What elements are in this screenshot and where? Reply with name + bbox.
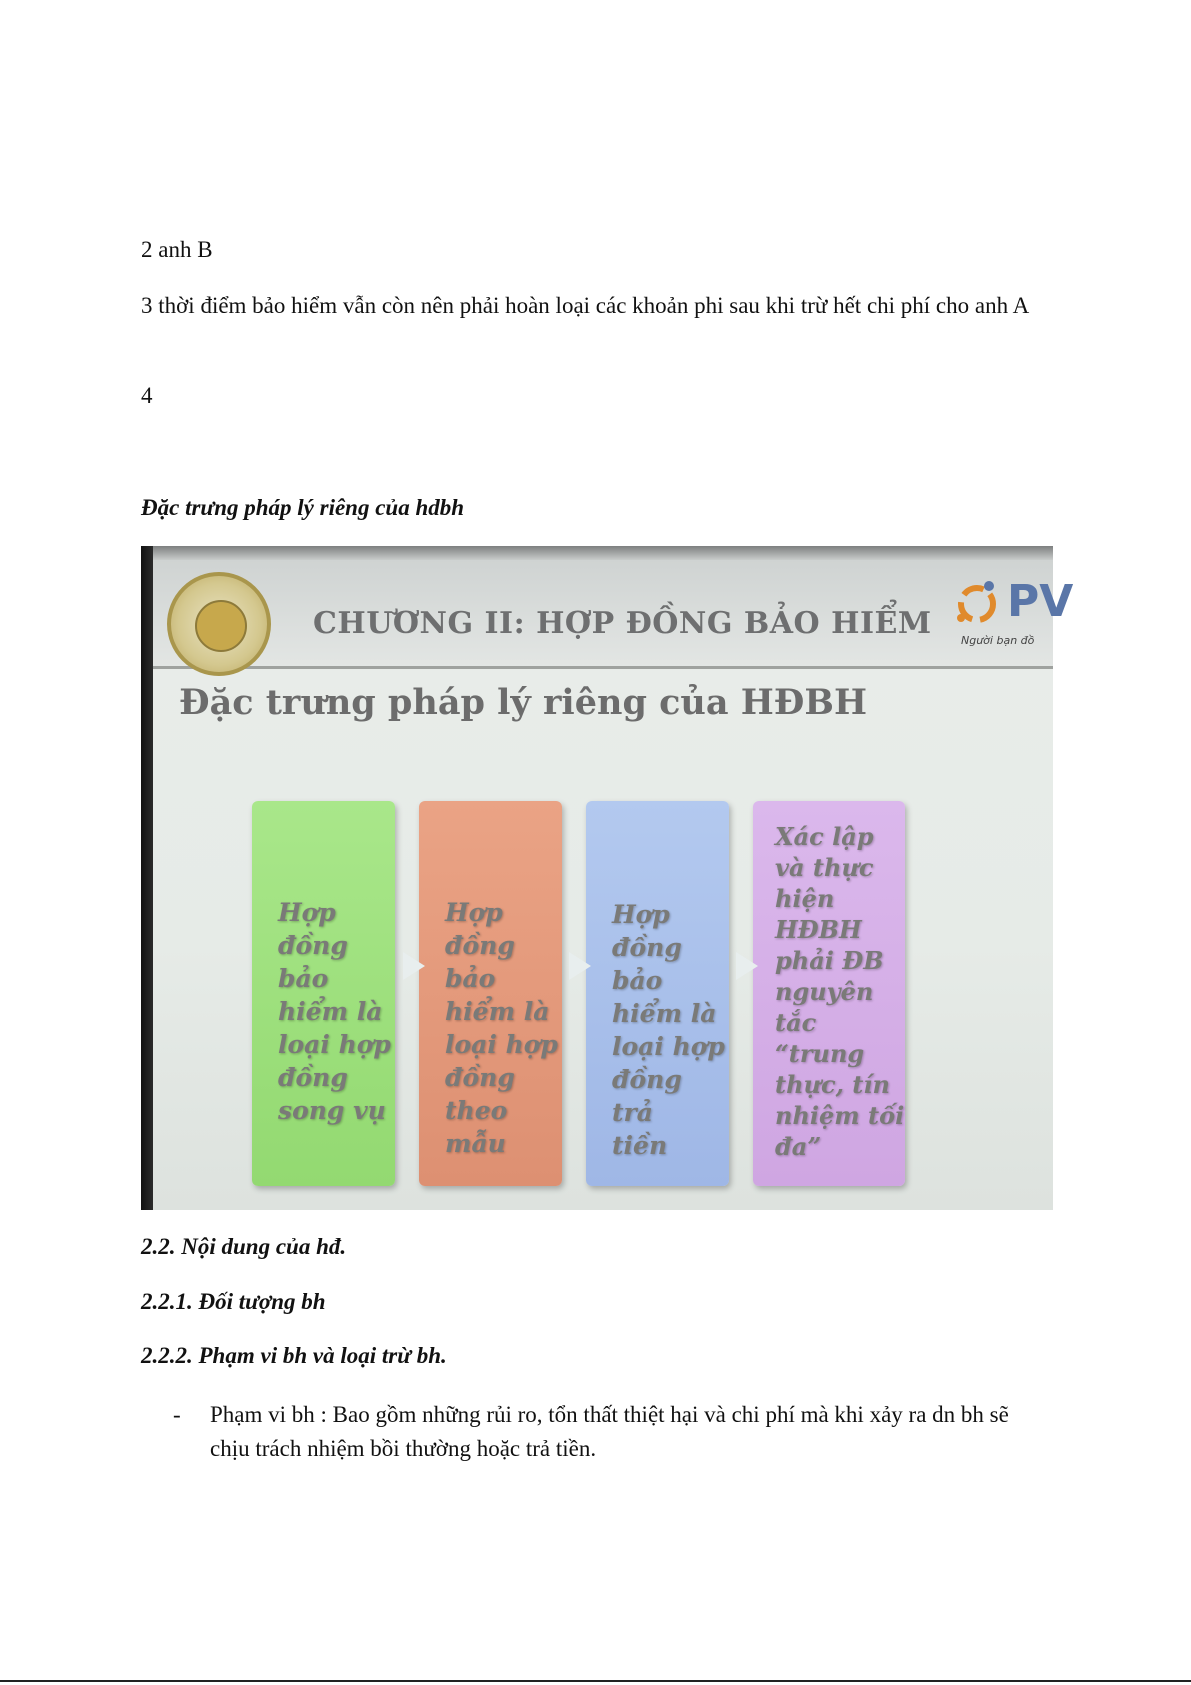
slide-title: Đặc trưng pháp lý riêng của HĐBH bbox=[179, 682, 868, 723]
brand-tagline: Người bạn đồ bbox=[961, 634, 1035, 647]
answer-line-3: 3 thời điểm bảo hiểm vẫn còn nên phải hoàn loại các khoản phi sau khi trừ hết chi phí cho anh A bbox=[141, 293, 1030, 318]
pvi-logo-icon bbox=[953, 580, 1003, 626]
slide-chapter-title: CHƯƠNG II: HỢP ĐỒNG BẢO HIỂM bbox=[313, 606, 932, 641]
arrow-right-icon bbox=[569, 952, 591, 980]
arrow-right-icon bbox=[403, 952, 425, 980]
bullet-text-scope: Phạm vi bh : Bao gồm những rủi ro, tổn thất thiệt hại và chi phí mà khi xảy ra dn bh sẽ chịu trách nhiệm bồi thường hoặc trả tiền. bbox=[210, 1402, 1009, 1461]
feature-box-standard-form bbox=[419, 801, 562, 1186]
arrow-right-icon bbox=[736, 952, 758, 980]
page-bottom-rule bbox=[0, 1680, 1191, 1682]
answer-line-4: 4 bbox=[141, 383, 153, 408]
feature-box-payment bbox=[586, 801, 729, 1186]
section-heading-2-2-1: 2.2.1. Đối tượng bh bbox=[141, 1289, 326, 1314]
feature-box-good-faith bbox=[753, 801, 905, 1186]
academy-seal-logo-icon bbox=[167, 572, 271, 676]
slide-left-edge bbox=[141, 546, 153, 1210]
bullet-dash: - bbox=[173, 1402, 181, 1427]
section-heading-2-2: 2.2. Nội dung của hđ. bbox=[141, 1234, 347, 1259]
slide-top-edge bbox=[141, 546, 1053, 560]
lecture-slide-photo bbox=[141, 546, 1074, 1210]
feature-box-text: Hợp đồng bảo hiểm là loại hợp đồng trả tiền bbox=[612, 900, 725, 1160]
feature-box-text: Xác lập và thực hiện HĐBH phải ĐB nguyên tắc “trung thực, tín nhiệm tối đa” bbox=[775, 822, 905, 1161]
feature-box-text: Hợp đồng bảo hiểm là loại hợp đồng theo mẫu bbox=[445, 898, 558, 1158]
academy-seal-center bbox=[195, 600, 247, 652]
feature-box-text: Hợp đồng bảo hiểm là loại hợp đồng song vụ bbox=[278, 898, 391, 1125]
feature-box-bilateral bbox=[252, 801, 395, 1186]
brand-text: PV bbox=[1007, 576, 1074, 627]
section-heading-legal-features: Đặc trưng pháp lý riêng của hdbh bbox=[141, 495, 465, 520]
answer-line-2: 2 anh B bbox=[141, 237, 213, 262]
slide-header-divider bbox=[153, 666, 1053, 669]
section-heading-2-2-2: 2.2.2. Phạm vi bh và loại trừ bh. bbox=[141, 1343, 447, 1368]
